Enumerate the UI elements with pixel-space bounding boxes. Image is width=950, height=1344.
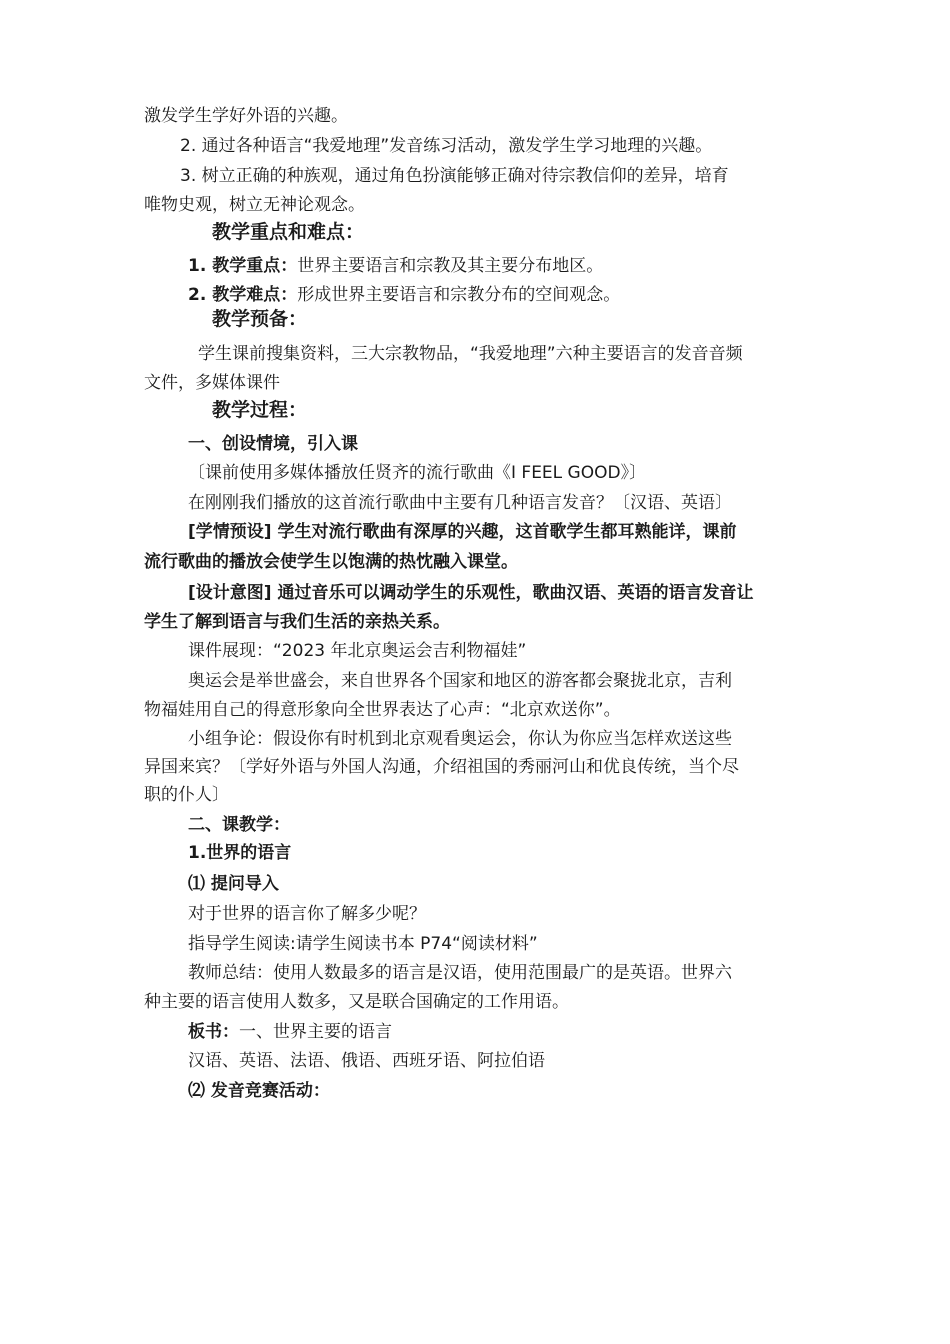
text-line: 种主要的语言使用人数多，又是联合国确定的工作用语。 — [144, 992, 569, 1012]
board-text: 一、世界主要的语言 — [239, 1022, 392, 1042]
difficulty-label: 2. 教学难点： — [188, 285, 298, 305]
key-point-text: 世界主要语言和宗教及其主要分布地区。 — [297, 256, 604, 276]
difficulty-line — [188, 285, 620, 305]
text-line: 小组争论：假设你有时机到北京观看奥运会，你认为你应当怎样欢送这些 — [188, 729, 732, 749]
text-line: 学生课前搜集资料，三大宗教物品，“我爱地理”六种主要语言的发音音频 — [198, 344, 743, 364]
section-heading: 教学重点和难点： — [212, 221, 365, 243]
text-line: 对于世界的语言你了解多少呢？ — [188, 904, 426, 924]
text-line: 2. 通过各种语言“我爱地理”发音练习活动，激发学生学习地理的兴趣。 — [180, 136, 713, 156]
section-heading: 教学过程： — [212, 399, 308, 421]
text-line: 学生了解到语言与我们生活的亲热关系。 — [144, 612, 450, 632]
text-line: 在刚刚我们播放的这首流行歌曲中主要有几种语言发音？〔汉语、英语〕 — [188, 493, 732, 513]
text-line: 教师总结：使用人数最多的语言是汉语，使用范围最广的是英语。世界六 — [188, 963, 732, 983]
text-line: 物福娃用自己的得意形象向全世界表达了心声：“北京欢送你”。 — [144, 700, 621, 720]
subsection-heading: 二、课教学： — [188, 815, 290, 835]
text-line: 文件，多媒体课件 — [144, 373, 280, 393]
section-heading: 教学预备： — [212, 308, 308, 330]
text-line: 异国来宾？〔学好外语与外国人沟通，介绍祖国的秀丽河山和优良传统，当个尽 — [144, 757, 739, 777]
text-line: 指导学生阅读:请学生阅读书本 P74“阅读材料” — [188, 934, 538, 954]
text-line: 流行歌曲的播放会使学生以饱满的热忱融入课堂。 — [144, 552, 518, 572]
board-label: 板书： — [188, 1022, 239, 1042]
text-line: [学情预设] 学生对流行歌曲有深厚的兴趣，这首歌学生都耳熟能详，课前 — [188, 522, 737, 542]
text-line: 3. 树立正确的种族观，通过角色扮演能够正确对待宗教信仰的差异，培育 — [180, 166, 729, 186]
subsection-heading: ⑵ 发音竞赛活动： — [188, 1081, 330, 1101]
subsection-heading: 1.世界的语言 — [188, 843, 292, 863]
text-line: 唯物史观，树立无神论观念。 — [144, 195, 365, 215]
text-line: [设计意图] 通过音乐可以调动学生的乐观性，歌曲汉语、英语的语言发音让 — [188, 583, 754, 603]
text-line: 激发学生学好外语的兴趣。 — [144, 106, 348, 126]
key-point-line — [188, 256, 603, 276]
text-line: 奥运会是举世盛会，来自世界各个国家和地区的游客都会聚拢北京，吉利 — [188, 671, 732, 691]
text-line: 〔课前使用多媒体播放任贤齐的流行歌曲《I FEEL GOOD》〕 — [188, 463, 647, 483]
text-line: 课件展现：“2023 年北京奥运会吉利物福娃” — [188, 641, 527, 661]
key-point-label: 1. 教学重点： — [188, 256, 298, 276]
text-line: 汉语、英语、法语、俄语、西班牙语、阿拉伯语 — [188, 1051, 545, 1071]
board-line — [188, 1022, 392, 1042]
difficulty-text: 形成世界主要语言和宗教分布的空间观念。 — [297, 285, 621, 305]
subsection-heading: ⑴ 提问导入 — [188, 874, 279, 894]
subsection-heading: 一、创设情境，引入课 — [188, 434, 358, 454]
text-line: 职的仆人〕 — [144, 785, 229, 805]
